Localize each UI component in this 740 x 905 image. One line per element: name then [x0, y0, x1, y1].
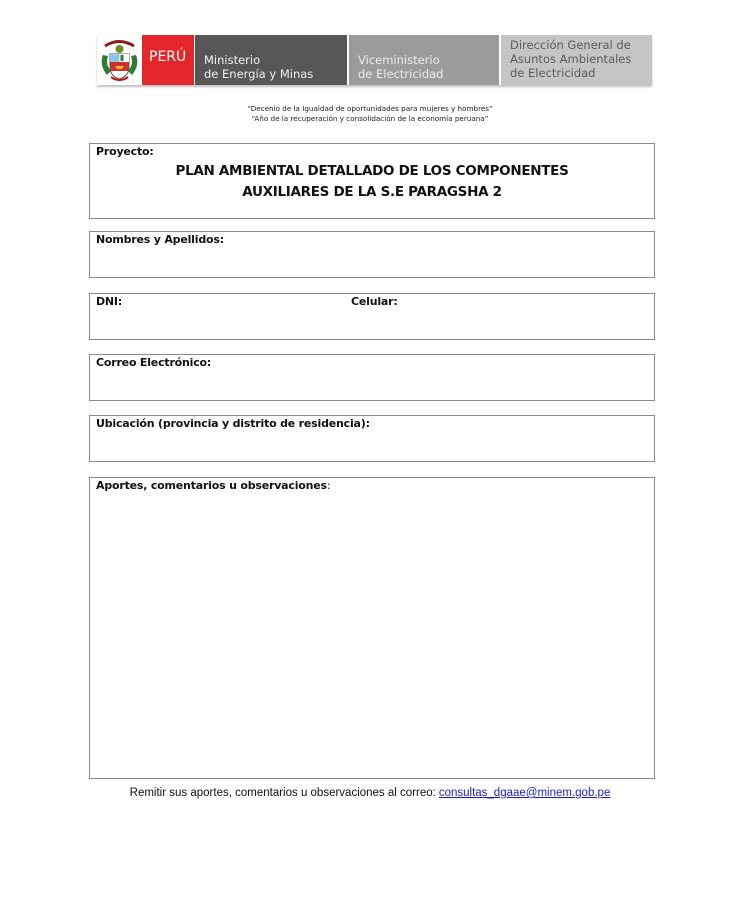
- vice-ministry-line-2: de Electricidad: [358, 67, 444, 81]
- ministry-line-2: de Energía y Minas: [204, 67, 314, 81]
- vice-ministry-line-1: Viceministerio: [358, 53, 440, 67]
- email-label: Correo Electrónico:: [96, 356, 212, 369]
- comments-label-text: Aportes, comentarios u observaciones: [96, 479, 327, 492]
- motto-decade: “Decenio de la Igualdad de oportunidades para mujeres y hombres”: [247, 104, 493, 113]
- motto-year: “Año de la recuperación y consolidación de la economía peruana”: [251, 114, 489, 123]
- peru-brand-block: [142, 35, 194, 85]
- submission-email-link[interactable]: consultas_dgaae@minem.gob.pe: [438, 787, 611, 799]
- peru-crest-icon: [99, 37, 140, 83]
- phone-label: Celular:: [351, 295, 398, 308]
- comments-label: [96, 479, 330, 492]
- names-box: [89, 231, 655, 278]
- dni-label: DNI:: [96, 295, 123, 308]
- names-label: Nombres y Apellidos:: [96, 233, 224, 246]
- project-title: [90, 161, 654, 203]
- institutional-header: [97, 35, 652, 85]
- vice-ministry-block: [349, 35, 499, 85]
- project-box: [89, 143, 655, 219]
- names-field[interactable]: [96, 248, 648, 273]
- ministry-line-1: Ministerio: [204, 53, 261, 67]
- coat-of-arms-logo: [97, 35, 142, 85]
- location-label: Ubicación (provincia y distrito de residencia):: [96, 417, 370, 430]
- directorate-line-3: de Electricidad: [510, 66, 596, 80]
- submission-note: [0, 787, 740, 799]
- comments-field[interactable]: [96, 495, 648, 774]
- dni-field[interactable]: [96, 310, 344, 335]
- submission-text: Remitir sus aportes, comentarios u observaciones al correo:: [129, 787, 436, 799]
- directorate-line-1: Dirección General de: [510, 38, 631, 52]
- project-title-line-1: PLAN AMBIENTAL DETALLADO DE LOS COMPONENTES: [175, 163, 569, 179]
- location-field[interactable]: [96, 432, 648, 457]
- location-box: [89, 415, 655, 462]
- official-mottos: [0, 104, 740, 124]
- country-label: PERÚ: [149, 49, 187, 65]
- directorate-block: [501, 35, 652, 85]
- project-title-line-2: AUXILIARES DE LA S.E PARAGSHA 2: [242, 184, 502, 200]
- ministry-block: [195, 35, 347, 85]
- directorate-line-2: Asuntos Ambientales: [510, 52, 632, 66]
- phone-field[interactable]: [351, 310, 648, 335]
- comments-box: [89, 477, 655, 779]
- email-box: [89, 354, 655, 401]
- email-field[interactable]: [96, 371, 648, 396]
- comments-label-colon: :: [326, 479, 331, 492]
- project-label: Proyecto:: [96, 145, 154, 158]
- dni-phone-box: [89, 293, 655, 340]
